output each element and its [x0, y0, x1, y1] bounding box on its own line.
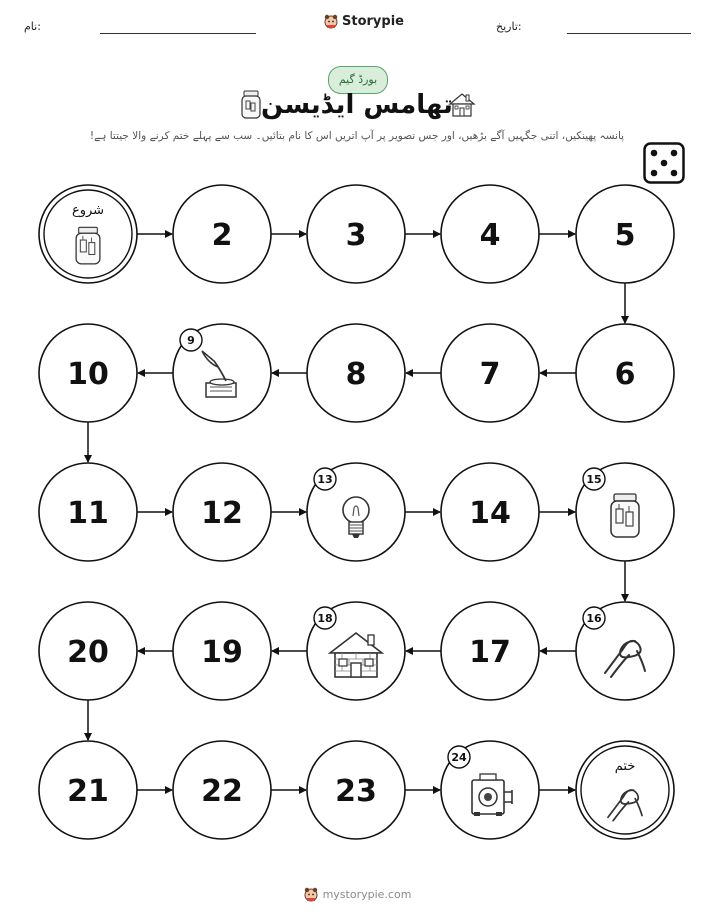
board-cell[interactable]	[441, 741, 539, 839]
cell-number-badge-text: 24	[451, 751, 467, 764]
cell-number-badge-text: 15	[586, 473, 602, 486]
instructions: پانسہ پھینکیں، اتنی جگہیں آگے بڑھیں، اور جس تصویر پر آپ اتریں اس کا نام بتائیں۔ سب سے پہلے ختم کرنے والا جیتتا ہے!	[89, 130, 625, 142]
cell-number: 19	[201, 635, 243, 670]
cell-number: 17	[469, 635, 511, 670]
cell-number: 21	[67, 774, 109, 809]
cell-number-badge-text: 13	[317, 473, 333, 486]
board-cell[interactable]	[576, 741, 674, 839]
board-game-badge: بورڈ گیم	[328, 66, 388, 94]
cell-number: 8	[345, 357, 367, 392]
cell-number: 23	[335, 774, 377, 809]
board-cell[interactable]	[576, 463, 674, 561]
jar-icon	[611, 494, 639, 537]
date-label: تاریخ:	[496, 20, 522, 33]
board-cell[interactable]	[576, 185, 674, 283]
board-cell[interactable]	[173, 741, 271, 839]
cell-number: 6	[614, 357, 636, 392]
cell-number: 2	[211, 218, 233, 253]
board-cell[interactable]	[307, 185, 405, 283]
board-cell[interactable]	[39, 185, 137, 283]
board-cell[interactable]	[576, 324, 674, 422]
cell-circle	[576, 741, 674, 839]
footer-url[interactable]: mystorypie.com	[322, 887, 412, 901]
storypie-mascot-icon	[303, 886, 319, 902]
board-cell[interactable]	[39, 741, 137, 839]
cell-number: 12	[201, 496, 243, 531]
board-cell[interactable]	[441, 602, 539, 700]
brand-name: Storypie	[342, 13, 404, 29]
board-cell[interactable]	[307, 602, 405, 700]
board-cell[interactable]	[576, 602, 674, 700]
cell-number-badge-text: 9	[187, 334, 195, 347]
board-cell[interactable]	[173, 602, 271, 700]
cell-number: 3	[345, 218, 367, 253]
page-title: تھامس ایڈیسن	[261, 90, 453, 120]
footer	[0, 886, 714, 902]
board-cell[interactable]	[307, 463, 405, 561]
cell-number: 5	[614, 218, 636, 253]
cell-number: 20	[67, 635, 109, 670]
jar-icon	[76, 227, 100, 264]
name-label: نام:	[24, 20, 41, 33]
board-cell[interactable]	[173, 324, 271, 422]
board-cell[interactable]	[39, 602, 137, 700]
cell-number-badge-text: 16	[586, 612, 602, 625]
cell-number: 11	[67, 496, 109, 531]
end-label: ختم	[614, 759, 636, 774]
board-cell[interactable]	[173, 463, 271, 561]
board-cell[interactable]	[39, 463, 137, 561]
board-cell[interactable]	[441, 185, 539, 283]
board-cell[interactable]	[441, 463, 539, 561]
board-cell[interactable]	[173, 185, 271, 283]
cell-number: 14	[469, 496, 511, 531]
board-cell[interactable]	[307, 324, 405, 422]
board-cell[interactable]	[39, 324, 137, 422]
cell-number-badge-text: 18	[317, 612, 333, 625]
cell-number: 7	[479, 357, 501, 392]
cell-number: 10	[67, 357, 109, 392]
start-label: شروع	[71, 203, 105, 218]
board-cell[interactable]	[307, 741, 405, 839]
board-cell[interactable]	[441, 324, 539, 422]
cell-number: 4	[479, 218, 501, 253]
cell-number: 22	[201, 774, 243, 809]
